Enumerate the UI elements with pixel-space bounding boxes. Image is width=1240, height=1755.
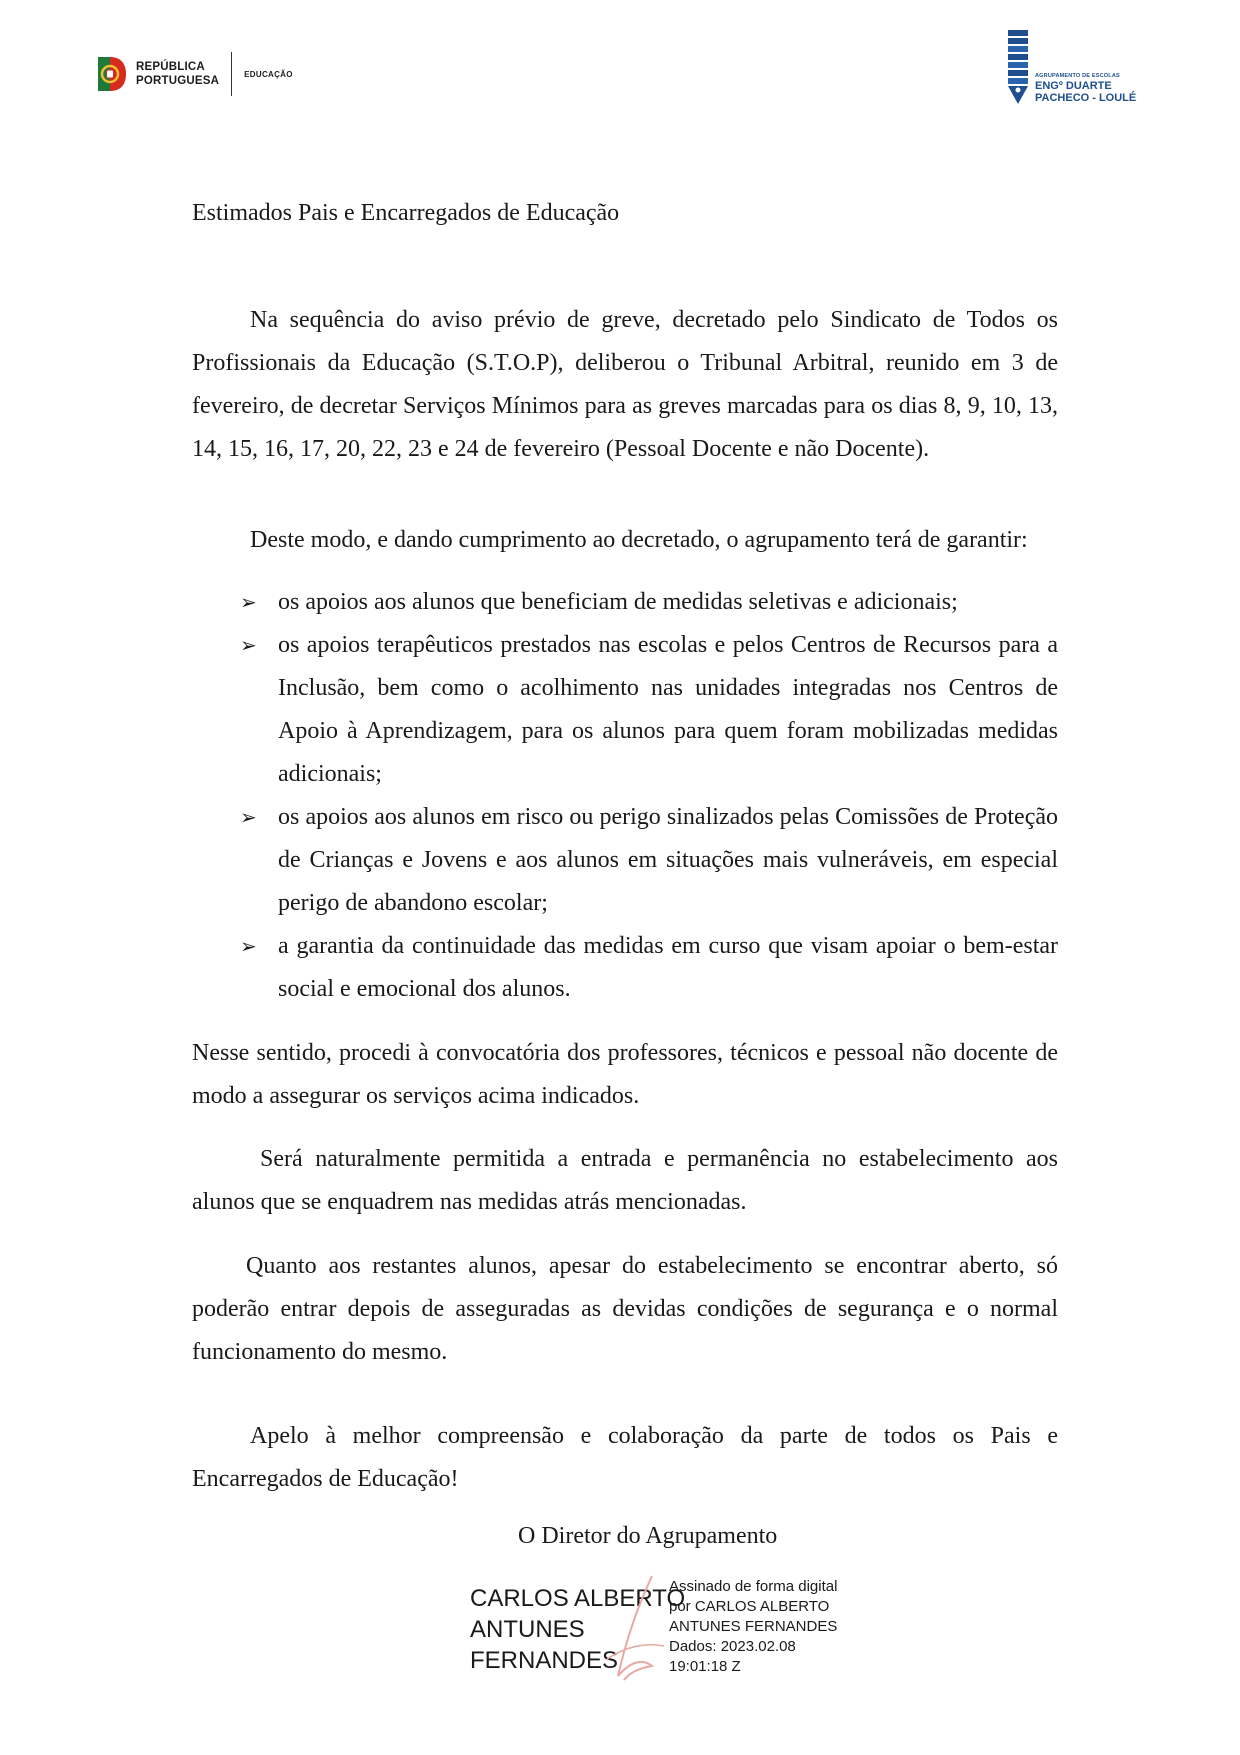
- pencil-tower-icon: [1005, 28, 1031, 106]
- ministry-label: EDUCAÇÃO: [244, 69, 293, 79]
- paragraph-appeal: Apelo à melhor compreensão e colaboração da parte de todos os Pais e Encarregados de Educação!: [192, 1423, 1058, 1492]
- school-name: AGRUPAMENTO DE ESCOLAS ENGº DUARTE PACHECO - LOULÉ: [1035, 73, 1137, 104]
- signature-details: Assinado de forma digital por CARLOS ALBERTO ANTUNES FERNANDES Dados: 2023.02.08 19:01:18 Z: [669, 1578, 838, 1675]
- list-item: ➢ os apoios aos alunos que beneficiam de medidas seletivas e adicionais;: [192, 581, 1058, 624]
- arrow-bullet-icon: ➢: [240, 934, 257, 958]
- digital-signature-mark-icon: [600, 1572, 670, 1684]
- paragraph-obligations-intro: Deste modo, e dando cumprimento ao decretado, o agrupamento terá de garantir:: [250, 527, 1028, 553]
- republica-portuguesa-logo: [96, 52, 293, 96]
- paragraph-permitted-entry: Será naturalmente permitida a entrada e permanência no estabelecimento aos alunos que se enquadrem nas medidas atrás mencionadas.: [192, 1146, 1058, 1215]
- list-item: ➢ a garantia da continuidade das medidas em curso que visam apoiar o bem-estar social e emocional dos alunos.: [192, 925, 1058, 1011]
- portuguese-emblem-icon: [96, 53, 128, 95]
- signoff-title: O Diretor do Agrupamento: [518, 1523, 778, 1549]
- greeting: Estimados Pais e Encarregados de Educação: [192, 200, 620, 226]
- arrow-bullet-icon: ➢: [240, 633, 257, 657]
- obligations-list: [192, 581, 1058, 1011]
- logo-divider: [231, 52, 232, 96]
- arrow-bullet-icon: ➢: [240, 805, 257, 829]
- school-logo: [1005, 28, 1136, 106]
- list-item: ➢ os apoios terapêuticos prestados nas escolas e pelos Centros de Recursos para a Inclusão, bem como o acolhimento nas unidades integradas nos Centros de Apoio à Aprendizagem, para os alunos para quem foram mobilizadas medidas adicionais;: [192, 624, 1058, 796]
- arrow-bullet-icon: ➢: [240, 590, 257, 614]
- signature-name: CARLOS ALBERTO ANTUNES FERNANDES: [470, 1585, 686, 1674]
- paragraph-convocation: Nesse sentido, procedi à convocatória dos professores, técnicos e pessoal não docente de modo a assegurar os serviços acima indicados.: [192, 1040, 1058, 1109]
- republica-portuguesa-text: REPÚBLICA PORTUGUESA: [136, 61, 220, 87]
- paragraph-strike-notice: Na sequência do aviso prévio de greve, decretado pelo Sindicato de Todos os Profissionais da Educação (S.T.O.P), deliberou o Tribunal Arbitral, reunido em 3 de fevereiro, de decretar Serviços Mínimos para as greves marcadas para os dias 8, 9, 10, 13, 14, 15, 16, 17, 20, 22, 23 e 24 de fevereiro (Pessoal Docente e não Docente).: [192, 307, 1058, 462]
- list-item: ➢ os apoios aos alunos em risco ou perigo sinalizados pelas Comissões de Proteção de Crianças e Jovens e aos alunos em situações mais vulneráveis, em especial perigo de abandono escolar;: [192, 796, 1058, 925]
- paragraph-other-students: Quanto aos restantes alunos, apesar do estabelecimento se encontrar aberto, só poderão entrar depois de asseguradas as devidas condições de segurança e o normal funcionamento do mesmo.: [192, 1253, 1058, 1365]
